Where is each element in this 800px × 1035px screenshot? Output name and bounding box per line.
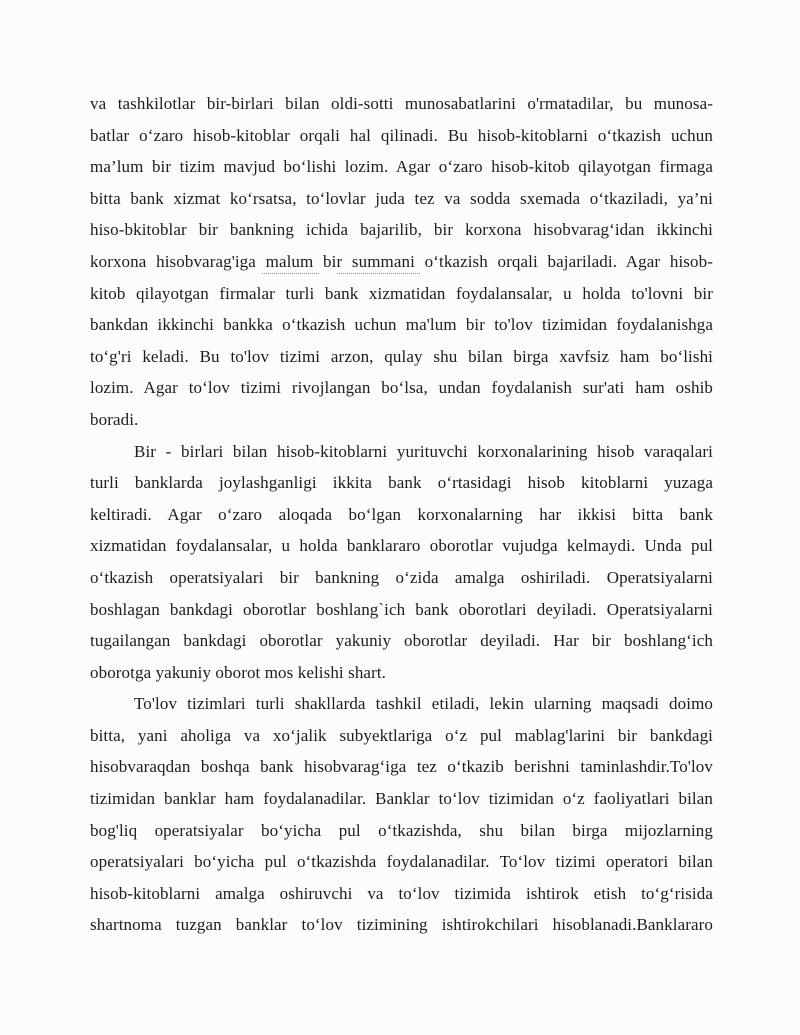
text-line: batlar o‘zaro hisob-kitoblar orqali hal qilinadi. Bu hisob-kitoblarni o‘tkazish uchun xyxy=(90,125,713,145)
text-line: ma’lum bir tizim mavjud bo‘lishi lozim. Agar o‘zaro hisob-kitob qilayotgan firmaga xyxy=(90,157,713,177)
text-line: operatsiyalari bo‘yicha pul o‘tkazishda foydalanadilar. To‘lov tizimi operatori bilan xyxy=(90,852,713,872)
text-line: oborotga yakuniy oborot mos kelishi shart. xyxy=(90,662,386,682)
text-line: bitta, yani aholiga va xo‘jalik subyektlariga o‘z pul mablag'larini bir bankdagi xyxy=(90,725,713,745)
text-line: va tashkilotlar bir-birlari bilan oldi-sotti munosabatlarini o'rmatadilar, bu munosa- xyxy=(90,94,713,113)
text-line: keltiradi. Agar o‘zaro aloqada bo‘lgan korxonalarning har ikkisi bitta bank xyxy=(90,504,713,524)
text-line: korxona hisobvarag'iga malum bir summani o‘tkazish orqali bajariladi. Agar hisob- xyxy=(90,251,713,271)
spellcheck-underline xyxy=(337,273,420,274)
text-line: xizmatidan foydalansalar, u holda banklararo oborotlar vujudga kelmaydi. Unda pul xyxy=(90,536,713,556)
text-line: hisobvaraqdan boshqa bank hisobvarag‘iga tez o‘tkazib berishni taminlashdir.To'lov xyxy=(90,757,713,777)
text-line: o‘tkazish operatsiyalari bir bankning o‘zida amalga oshiriladi. Operatsiyalarni xyxy=(90,567,713,587)
text-line: tugailangan bankdagi oborotlar yakuniy oborotlar deyiladi. Har bir boshlang‘ich xyxy=(90,631,713,651)
text-line: turli banklarda joylashganligi ikkita bank o‘rtasidagi hisob kitoblarni yuzaga xyxy=(90,473,713,493)
text-line: boradi. xyxy=(90,409,139,429)
text-line: boshlagan bankdagi oborotlar boshlang`ich bank oborotlari deyiladi. Operatsiyalarni xyxy=(90,599,713,619)
spellcheck-underline xyxy=(262,273,319,274)
text-line: Bir - birlari bilan hisob-kitoblarni yurituvchi korxonalarining hisob varaqalari xyxy=(134,441,713,461)
text-line: shartnoma tuzgan banklar to‘lov tizimining ishtirokchilari hisoblanadi.Banklararo xyxy=(90,915,713,935)
text-line: tizimidan banklar ham foydalanadilar. Banklar to‘lov tizimidan o‘z faoliyatlari bilan xyxy=(90,789,713,809)
text-block xyxy=(90,88,713,941)
text-line: to‘g'ri keladi. Bu to'lov tizimi arzon, qulay shu bilan birga xavfsiz ham bo‘lishi xyxy=(90,346,713,366)
text-line: bitta bank xizmat ko‘rsatsa, to‘lovlar juda tez va sodda sxemada o‘tkaziladi, ya’ni xyxy=(90,188,713,208)
text-line: hiso-bkitoblar bir bankning ichida bajarilib, bir korxona hisobvarag‘idan ikkinchi xyxy=(90,220,713,240)
text-line: lozim. Agar to‘lov tizimi rivojlangan bo‘lsa, undan foydalanish sur'ati ham oshib xyxy=(90,378,713,398)
text-line: To'lov tizimlari turli shakllarda tashkil etiladi, lekin ularning maqsadi doimo xyxy=(134,694,713,714)
text-line: bankdan ikkinchi bankka o‘tkazish uchun ma'lum bir to'lov tizimidan foydalanishga xyxy=(90,315,713,335)
text-line: kitob qilayotgan firmalar turli bank xizmatidan foydalansalar, u holda to'lovni bir xyxy=(90,283,713,303)
text-line: hisob-kitoblarni amalga oshiruvchi va to‘lov tizimida ishtirok etish to‘g‘risida xyxy=(90,883,713,903)
text-line: bog'liq operatsiyalar bo‘yicha pul o‘tkazishda, shu bilan birga mijozlarning xyxy=(90,820,713,840)
